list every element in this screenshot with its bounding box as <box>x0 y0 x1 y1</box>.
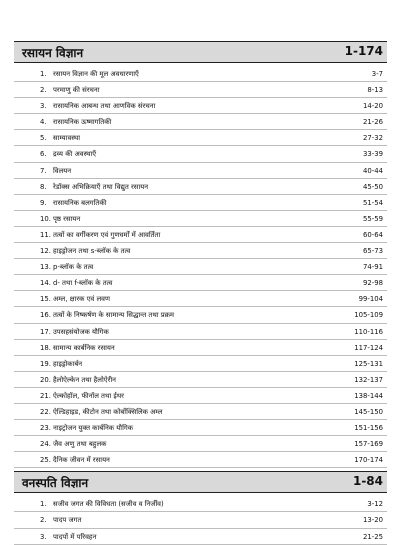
list-item <box>14 324 387 340</box>
list-item <box>14 404 387 420</box>
chapter-number: 1. <box>40 70 47 78</box>
chapter-title: रेडॉक्स अभिक्रियाएँ तथा विद्युत रसायन <box>53 182 149 191</box>
chapter-number: 15. <box>40 295 51 304</box>
chapter-number: 5. <box>40 134 47 143</box>
chapter-title: हैलोऐल्केन तथा हैलोऐरीन <box>53 375 116 384</box>
list-item <box>14 420 387 436</box>
chapter-pages: 8-13 <box>367 86 383 95</box>
chapter-pages: 3-12 <box>367 500 383 509</box>
chapter-title: साम्यावस्था <box>53 134 81 143</box>
list-item <box>14 307 387 323</box>
list-item <box>14 195 387 211</box>
list-item <box>14 275 387 291</box>
chapter-title: परमाणु की संरचना <box>53 86 100 95</box>
chapter-number: 8. <box>40 182 47 191</box>
list-item <box>14 259 387 275</box>
chapter-title: जैव अणु तथा बहुलक <box>53 440 107 449</box>
chapter-pages: 105-109 <box>354 311 383 320</box>
table-of-contents <box>14 41 387 545</box>
chapter-pages: 51-54 <box>362 198 383 207</box>
chapter-title: रासायनिक आबन्ध तथा आणविक संरचना <box>53 102 156 111</box>
chapter-pages: 92-98 <box>362 279 383 288</box>
chapter-number: 25. <box>40 456 51 465</box>
chapter-title: ऐल्कोहॉल, फीनॉल तथा ईथर <box>53 391 124 400</box>
chapter-pages: 99-104 <box>358 295 383 304</box>
chapter-number: 3. <box>40 532 47 541</box>
chapter-pages: 74-91 <box>362 263 383 272</box>
chapter-title: अम्ल, क्षारक एवं लवण <box>53 295 110 304</box>
chapter-pages: 33-39 <box>362 150 383 159</box>
chapter-number: 3. <box>40 102 47 111</box>
chapter-title: दैनिक जीवन में रसायन <box>53 456 110 465</box>
chapter-title: हाइड्रोजन तथा s-ब्लॉक के तत्व <box>53 247 131 256</box>
chapter-number: 23. <box>40 424 51 433</box>
chapter-pages: 65-73 <box>362 247 383 256</box>
chapter-title: सामान्य कार्बनिक रसायन <box>53 343 115 352</box>
chapter-number: 2. <box>40 86 47 95</box>
chapter-pages: 157-169 <box>354 440 383 449</box>
list-item <box>14 436 387 452</box>
list-item <box>14 496 387 512</box>
chapter-number: 11. <box>40 230 51 239</box>
section-page-range: 1-84 <box>352 474 383 489</box>
chapter-title: नाइट्रोजन युक्त कार्बनिक यौगिक <box>53 424 134 433</box>
chapter-number: 16. <box>40 311 51 320</box>
chapter-number: 10. <box>40 214 51 223</box>
chapter-list-botany <box>14 496 387 544</box>
chapter-number: 14. <box>40 279 51 288</box>
list-item <box>14 98 387 114</box>
chapter-pages: 170-174 <box>354 456 383 465</box>
chapter-number: 20. <box>40 375 51 384</box>
list-item <box>14 66 387 82</box>
list-item <box>14 512 387 528</box>
chapter-title: p-ब्लॉक के तत्व <box>53 263 94 272</box>
list-item <box>14 291 387 307</box>
chapter-number: 12. <box>40 247 51 256</box>
chapter-title: d- तथा f-ब्लॉक के तत्व <box>53 279 113 288</box>
list-item <box>14 243 387 259</box>
chapter-number: 1. <box>40 500 47 509</box>
list-item <box>14 388 387 404</box>
chapter-number: 17. <box>40 327 51 336</box>
chapter-pages: 21-26 <box>362 118 383 127</box>
chapter-number: 24. <box>40 440 51 449</box>
chapter-title: तत्वों का वर्गीकरण एवं गुणधर्मों में आवर्तिता <box>53 230 161 239</box>
chapter-number: 7. <box>40 166 47 175</box>
chapter-number: 9. <box>40 198 47 207</box>
section-title: वनस्पति विज्ञान <box>22 476 89 491</box>
chapter-title: रसायन विज्ञान की मूल अवधारणाएँ <box>53 70 139 78</box>
list-item <box>14 211 387 227</box>
chapter-number: 21. <box>40 391 51 400</box>
chapter-pages: 145-150 <box>354 407 383 416</box>
list-item <box>14 529 387 545</box>
chapter-pages: 138-144 <box>354 391 383 400</box>
chapter-number: 22. <box>40 407 51 416</box>
chapter-title: ऐल्डिहाइड, कीटोन तथा कोर्बोक्सिलिक अम्ल <box>53 407 163 416</box>
chapter-pages: 132-137 <box>354 375 383 384</box>
chapter-pages: 55-59 <box>362 214 383 223</box>
list-item <box>14 114 387 130</box>
section-page-range: 1-174 <box>344 44 383 58</box>
chapter-pages: 40-44 <box>362 166 383 175</box>
list-item <box>14 452 387 468</box>
list-item <box>14 179 387 195</box>
chapter-pages: 125-131 <box>354 359 383 368</box>
chapter-pages: 45-50 <box>362 182 383 191</box>
chapter-pages: 110-116 <box>354 327 383 336</box>
chapter-number: 19. <box>40 359 51 368</box>
chapter-title: तत्वों के निष्कर्षण के सामान्य सिद्धान्त तथा प्रक्रम <box>53 311 175 320</box>
chapter-title: उपसहसंयोजक यौगिक <box>53 327 109 336</box>
list-item <box>14 130 387 146</box>
chapter-pages: 14-20 <box>362 102 383 111</box>
chapter-pages: 13-20 <box>362 516 383 525</box>
chapter-number: 2. <box>40 516 47 525</box>
list-item <box>14 372 387 388</box>
chapter-number: 18. <box>40 343 51 352</box>
chapter-number: 13. <box>40 263 51 272</box>
chapter-pages: 117-124 <box>354 343 383 352</box>
section-header-botany <box>14 471 387 493</box>
chapter-pages: 21-25 <box>362 532 383 541</box>
chapter-title: रासायनिक बलगतिकी <box>53 198 107 207</box>
chapter-list-chemistry <box>14 66 387 468</box>
list-item <box>14 82 387 98</box>
section-title: रसायन विज्ञान <box>22 46 84 60</box>
chapter-title: पादपों में परिवहन <box>53 532 97 541</box>
list-item <box>14 340 387 356</box>
chapter-title: पृष्ठ रसायन <box>53 214 81 223</box>
list-item <box>14 356 387 372</box>
chapter-title: हाइड्रोकार्बन <box>53 359 83 368</box>
chapter-title: पादप जगत <box>53 516 82 525</box>
list-item <box>14 227 387 243</box>
chapter-title: रासायनिक ऊष्मागतिकी <box>53 118 112 127</box>
chapter-title: सजीव जगत की विविधता (सजीव व निर्जीव) <box>53 500 164 509</box>
section-header-chemistry <box>14 41 387 63</box>
chapter-pages: 3-7 <box>371 70 383 78</box>
chapter-title: विलयन <box>53 166 72 175</box>
chapter-number: 4. <box>40 118 47 127</box>
chapter-title: द्रव्य की अवस्थाएँ <box>53 150 97 159</box>
list-item <box>14 146 387 162</box>
list-item <box>14 163 387 179</box>
chapter-pages: 60-64 <box>362 230 383 239</box>
chapter-number: 6. <box>40 150 47 159</box>
chapter-pages: 151-156 <box>354 424 383 433</box>
chapter-pages: 27-32 <box>362 134 383 143</box>
